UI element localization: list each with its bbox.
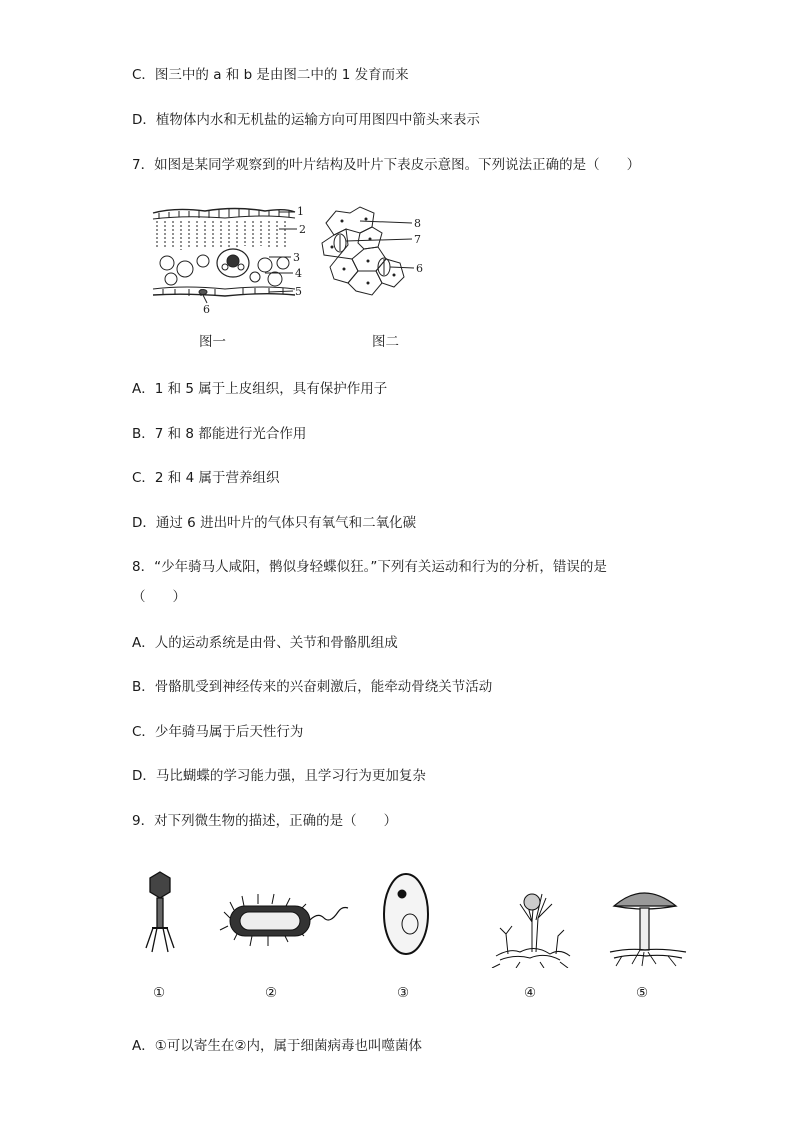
lower-epidermis-figure: [316, 203, 432, 303]
microbe-label-1: ①: [153, 985, 166, 1001]
mold-icon: [492, 894, 570, 968]
q7-option-d: D．通过 6 进出叶片的气体只有氧气和二氧化碳: [132, 515, 417, 531]
q8-option-b: B．骨骼肌受到神经传来的兴奋刺激后，能牵动骨绕关节活动: [132, 679, 493, 695]
bacteriophage-icon: [146, 872, 174, 952]
bacterium-icon: [220, 894, 348, 946]
q7-option-b: B．7 和 8 都能进行光合作用: [132, 426, 307, 442]
microorganism-figure: [140, 868, 700, 968]
microbe-label-5: ⑤: [636, 985, 649, 1001]
yeast-icon: [384, 874, 428, 954]
q8-option-c: C．少年骑马属于后天性行为: [132, 724, 304, 740]
q8-option-a: A．人的运动系统是由骨、关节和骨骼肌组成: [132, 635, 398, 651]
q8-option-d: D．马比蝴蝶的学习能力强，且学习行为更加复杂: [132, 768, 426, 784]
fig1-label-3: 3: [293, 251, 300, 264]
microbe-label-3: ③: [397, 985, 410, 1001]
microbe-label-2: ②: [265, 985, 278, 1001]
q7-option-c: C．2 和 4 属于营养组织: [132, 470, 280, 486]
fig2-caption: 图二: [372, 334, 399, 350]
leaf-cross-section-figure: [145, 203, 307, 315]
fig1-label-1: 1: [297, 205, 304, 218]
q7-option-a: A．1 和 5 属于上皮组织，具有保护作用子: [132, 381, 388, 397]
fig2-label-6: 6: [416, 262, 423, 275]
q9-stem: 9．对下列微生物的描述，正确的是（ ）: [132, 813, 398, 829]
q8-stem-line2: （ ）: [132, 589, 186, 605]
fig1-label-5: 5: [295, 285, 302, 298]
fig1-label-2: 2: [299, 223, 306, 236]
q6-option-d: D．植物体内水和无机盐的运输方向可用图四中箭头来表示: [132, 112, 480, 128]
fig1-label-4: 4: [295, 267, 302, 280]
fig1-caption: 图一: [199, 334, 226, 350]
fig1-label-6: 6: [203, 303, 210, 315]
fig2-label-7: 7: [414, 233, 421, 246]
fig2-label-8: 8: [414, 217, 421, 230]
microbe-label-4: ④: [524, 985, 537, 1001]
q7-stem: 7．如图是某同学观察到的叶片结构及叶片下表皮示意图。下列说法正确的是（ ）: [132, 157, 641, 173]
mushroom-icon: [610, 893, 686, 966]
q8-stem-line1: 8．“少年骑马人咸阳，鹘似身轻蝶似狂。”下列有关运动和行为的分析，错误的是: [132, 559, 607, 575]
q6-option-c: C．图三中的 a 和 b 是由图二中的 1 发育而来: [132, 67, 409, 83]
q9-option-a: A．①可以寄生在②内，属于细菌病毒也叫噬菌体: [132, 1038, 422, 1054]
